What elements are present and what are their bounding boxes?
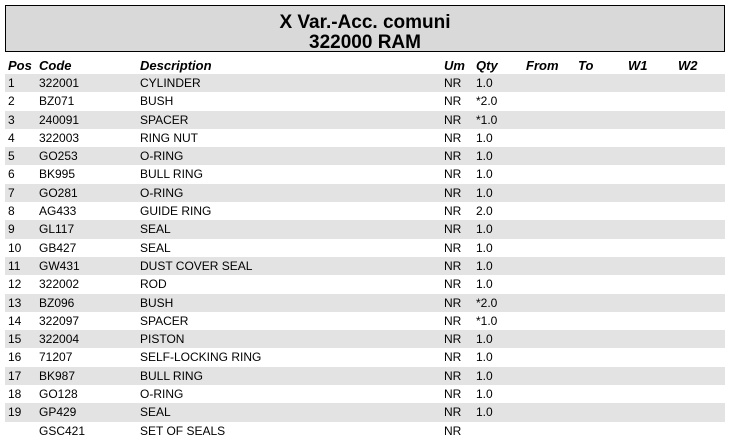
cell-um: NR <box>444 185 462 200</box>
header-code: Code <box>39 58 72 73</box>
cell-description: SELF-LOCKING RING <box>140 350 262 365</box>
cell-um: NR <box>444 76 462 90</box>
table-row <box>5 422 725 440</box>
cell-um: NR <box>444 240 462 255</box>
cell-description: DUST COVER SEAL <box>140 258 253 273</box>
cell-pos: 6 <box>8 167 15 182</box>
cell-qty: 1.0 <box>476 350 493 365</box>
cell-qty: 1.0 <box>476 368 493 383</box>
cell-pos: 2 <box>8 94 15 109</box>
cell-um: NR <box>444 112 462 127</box>
cell-qty: 1.0 <box>476 222 493 237</box>
cell-description: BUSH <box>140 94 174 109</box>
cell-pos: 18 <box>8 387 22 402</box>
cell-um: NR <box>444 368 462 383</box>
table-row <box>5 294 725 312</box>
cell-description: CYLINDER <box>140 76 201 90</box>
cell-code: GSC421 <box>39 423 86 438</box>
cell-pos: 1 <box>8 76 15 90</box>
header-qty: Qty <box>476 58 498 73</box>
cell-description: SEAL <box>140 240 171 255</box>
cell-description: BULL RING <box>140 167 203 182</box>
cell-code: 322002 <box>39 277 80 292</box>
header-w2: W2 <box>678 58 698 73</box>
table-row <box>5 184 725 202</box>
cell-code: GL117 <box>39 222 75 237</box>
cell-pos: 13 <box>8 295 22 310</box>
cell-pos: 12 <box>8 277 22 292</box>
cell-um: NR <box>444 277 462 292</box>
cell-um: NR <box>444 167 462 182</box>
cell-code: 322001 <box>39 76 80 90</box>
cell-qty: 2.0 <box>476 204 493 219</box>
table-row <box>5 111 725 129</box>
cell-description: ROD <box>140 277 167 292</box>
table-row <box>5 330 725 348</box>
table-row <box>5 275 725 293</box>
table-row <box>5 403 725 421</box>
cell-qty: 1.0 <box>476 387 493 402</box>
cell-qty: 1.0 <box>476 149 493 164</box>
cell-code: GP429 <box>39 405 77 420</box>
header-w1: W1 <box>628 58 648 73</box>
cell-pos: 17 <box>8 368 22 383</box>
header-um: Um <box>444 58 465 73</box>
cell-pos: 10 <box>8 240 22 255</box>
table-row <box>5 202 725 220</box>
cell-um: NR <box>444 130 462 145</box>
cell-qty: 1.0 <box>476 167 493 182</box>
table-row <box>5 385 725 403</box>
cell-pos: 9 <box>8 222 15 237</box>
cell-code: GW431 <box>39 258 80 273</box>
cell-description: SPACER <box>140 112 189 127</box>
cell-qty: *1.0 <box>476 112 498 127</box>
cell-description: SEAL <box>140 405 171 420</box>
cell-pos: 8 <box>8 204 15 219</box>
cell-code: BZ071 <box>39 94 75 109</box>
cell-code: BZ096 <box>39 295 75 310</box>
table-row <box>5 92 725 110</box>
cell-pos: 19 <box>8 405 22 420</box>
cell-pos: 14 <box>8 313 22 328</box>
table-row <box>5 74 725 92</box>
cell-pos: 4 <box>8 130 15 145</box>
table-row <box>5 220 725 238</box>
cell-pos: 16 <box>8 350 22 365</box>
cell-description: BUSH <box>140 295 174 310</box>
cell-pos: 15 <box>8 332 22 347</box>
cell-qty: *2.0 <box>476 295 498 310</box>
cell-um: NR <box>444 222 462 237</box>
cell-description: BULL RING <box>140 368 203 383</box>
cell-qty: 1.0 <box>476 130 493 145</box>
header-description: Description <box>140 58 212 73</box>
header-from: From <box>526 58 559 73</box>
cell-description: O-RING <box>140 387 184 402</box>
cell-pos: 7 <box>8 185 15 200</box>
cell-um: NR <box>444 332 462 347</box>
header-pos: Pos <box>8 58 32 73</box>
cell-qty: *1.0 <box>476 313 498 328</box>
table-row <box>5 312 725 330</box>
cell-description: SPACER <box>140 313 189 328</box>
table-row <box>5 348 725 366</box>
document-title-box <box>5 5 725 52</box>
parts-table <box>5 74 725 440</box>
cell-qty: 1.0 <box>476 76 493 90</box>
cell-um: NR <box>444 350 462 365</box>
cell-pos: 11 <box>8 258 21 273</box>
cell-code: GO253 <box>39 149 78 164</box>
cell-code: GO128 <box>39 387 78 402</box>
cell-description: O-RING <box>140 149 184 164</box>
table-header <box>5 57 725 74</box>
cell-qty: 1.0 <box>476 240 493 255</box>
document-title: X Var.-Acc. comuni <box>279 12 451 33</box>
table-row <box>5 367 725 385</box>
cell-um: NR <box>444 423 462 438</box>
cell-um: NR <box>444 204 462 219</box>
cell-qty: 1.0 <box>476 332 493 347</box>
cell-code: AG433 <box>39 204 77 219</box>
cell-code: 240091 <box>39 112 80 127</box>
cell-qty: *2.0 <box>476 94 498 109</box>
cell-qty: 1.0 <box>476 258 493 273</box>
cell-qty: 1.0 <box>476 277 493 292</box>
cell-pos: 5 <box>8 149 15 164</box>
cell-code: 322003 <box>39 130 80 145</box>
cell-qty: 1.0 <box>476 405 493 420</box>
cell-code: 71207 <box>39 350 73 365</box>
table-row <box>5 165 725 183</box>
cell-um: NR <box>444 313 462 328</box>
document-subtitle: 322000 RAM <box>309 32 421 53</box>
table-row <box>5 147 725 165</box>
cell-description: O-RING <box>140 185 184 200</box>
cell-um: NR <box>444 295 462 310</box>
cell-code: BK987 <box>39 368 76 383</box>
cell-um: NR <box>444 405 462 420</box>
cell-qty: 1.0 <box>476 185 493 200</box>
header-to: To <box>578 58 594 73</box>
cell-description: GUIDE RING <box>140 204 212 219</box>
cell-description: PISTON <box>140 332 185 347</box>
table-row <box>5 257 725 275</box>
cell-description: SEAL <box>140 222 171 237</box>
cell-code: GO281 <box>39 185 78 200</box>
table-row <box>5 129 725 147</box>
cell-um: NR <box>444 387 462 402</box>
table-row <box>5 239 725 257</box>
cell-description: RING NUT <box>140 130 198 145</box>
cell-code: 322097 <box>39 313 80 328</box>
cell-um: NR <box>444 149 462 164</box>
cell-um: NR <box>444 94 462 109</box>
cell-description: SET OF SEALS <box>140 423 226 438</box>
cell-code: 322004 <box>39 332 80 347</box>
cell-pos: 3 <box>8 112 15 127</box>
cell-code: GB427 <box>39 240 77 255</box>
cell-code: BK995 <box>39 167 76 182</box>
cell-um: NR <box>444 258 462 273</box>
